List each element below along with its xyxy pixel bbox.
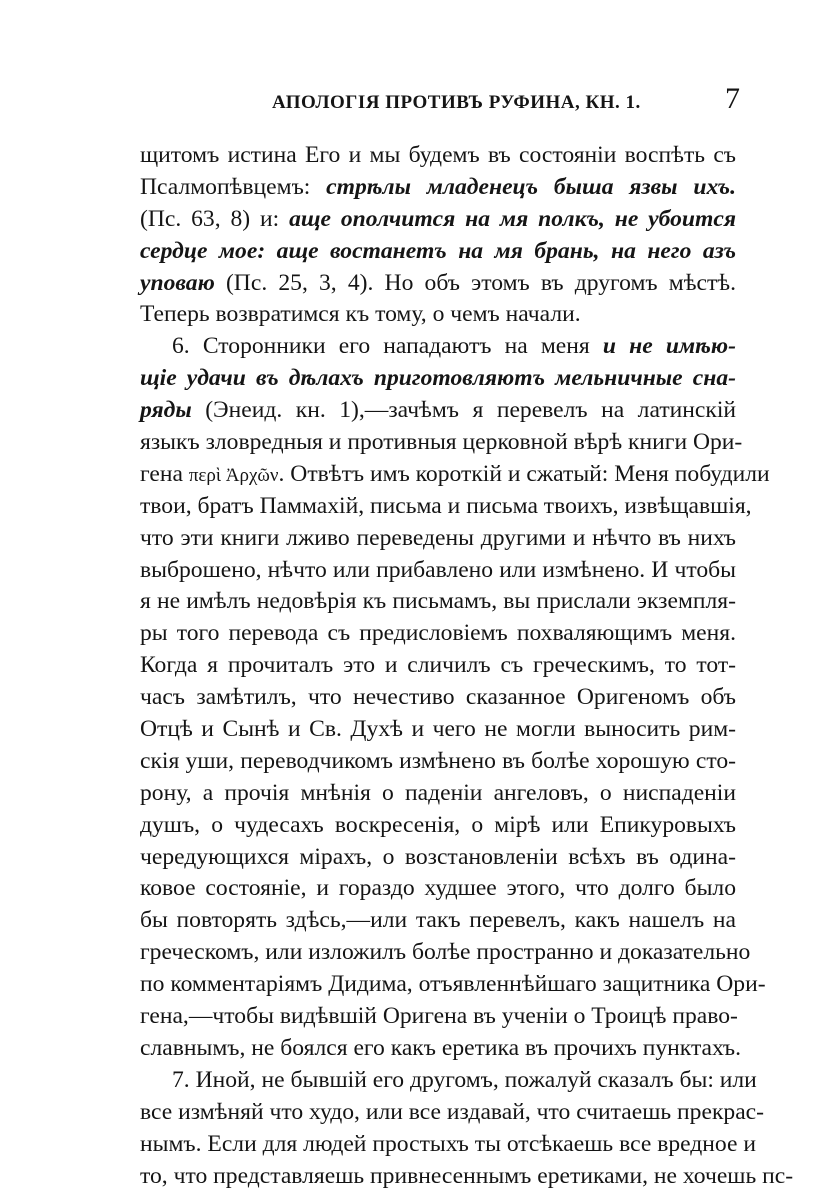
text-line — [140, 714, 736, 746]
text-segment: языкъ зловредныя и противныя церковной вѣрѣ книги Ори- — [140, 429, 742, 455]
text-line — [140, 299, 736, 331]
text-line — [140, 1001, 736, 1033]
text-line — [140, 363, 736, 395]
text-segment: Отцѣ и Сынѣ и Св. Духѣ и чего не могли выносить рим- — [140, 716, 736, 742]
text-segment: ковое состояніе, и гораздо худшее этого, что долго было — [140, 875, 736, 901]
text-segment: славнымъ, не боялся его какъ еретика въ прочихъ пунктахъ. — [140, 1035, 741, 1061]
text-segment: 7. Иной, не бывшій его другомъ, пожалуй сказалъ бы: или — [172, 1067, 757, 1093]
text-line — [140, 1161, 736, 1192]
text-segment: нымъ. Если для людей простыхъ ты отсѣкаешь все вредное и — [140, 1131, 756, 1157]
text-line — [140, 682, 736, 714]
text-segment: греческомъ, или изложилъ болѣе пространно и доказательно — [140, 939, 750, 965]
text-line — [140, 842, 736, 874]
italic-quotation: сердце мое: аще востанетъ на мя брань, на него азъ — [140, 238, 736, 264]
italic-quotation: щіе удачи въ дѣлахъ приготовляютъ мельничные сна- — [140, 365, 736, 391]
text-segment: чередующихся мірахъ, о возстановленіи всѣхъ въ одина- — [140, 844, 736, 870]
italic-quotation: и не имѣю- — [603, 333, 736, 359]
text-segment: (Энеид. кн. 1),—зачѣмъ я перевелъ на латинскій — [192, 397, 736, 423]
text-line — [140, 650, 736, 682]
text-line — [140, 268, 736, 300]
text-segment: то, что представляешь привнесеннымъ еретиками, не хочешь пс- — [140, 1163, 793, 1189]
text-segment: что эти книги лживо переведены другими и нѣчто въ нихъ — [140, 525, 736, 551]
body-text — [140, 140, 736, 1192]
page-number: 7 — [725, 84, 740, 114]
greek-title: περὶ Ἀρχῶν — [189, 465, 279, 486]
text-segment: Псалмопѣвцемъ: — [140, 174, 326, 200]
text-segment: ры того перевода съ предисловіемъ похваляющимъ меня. — [140, 620, 736, 646]
text-segment: выброшено, нѣчто или прибавлено или измѣнено. И чтобы — [140, 557, 736, 583]
text-line — [140, 810, 736, 842]
text-line — [140, 1033, 736, 1065]
text-line — [140, 1065, 736, 1097]
running-head — [140, 84, 740, 120]
text-line — [140, 395, 736, 427]
text-segment: гена — [140, 461, 189, 487]
text-line — [140, 204, 736, 236]
text-segment: часъ замѣтилъ, что нечестиво сказанное Оригеномъ объ — [140, 684, 736, 710]
italic-quotation: уповаю — [140, 270, 215, 296]
text-line — [140, 778, 736, 810]
text-line — [140, 140, 736, 172]
text-segment: бы повторять здѣсь,—или такъ перевелъ, какъ нашелъ на — [140, 907, 736, 933]
running-title: АПОЛОГІЯ ПРОТИВЪ РУФИНА, КН. 1. — [272, 92, 641, 114]
text-segment: . Отвѣтъ имъ короткій и сжатый: Меня побудили — [279, 461, 770, 487]
text-segment: твои, братъ Паммахій, письма и письма твоихъ, извѣщавшія, — [140, 493, 752, 519]
text-line — [140, 459, 736, 491]
text-segment: Теперь возвратимся къ тому, о чемъ начали. — [140, 301, 581, 327]
text-segment: все измѣняй что худо, или все издавай, что считаешь прекрас- — [140, 1099, 764, 1125]
text-segment: (Пс. 63, 8) и: — [140, 206, 289, 232]
text-segment: Когда я прочиталъ это и сличилъ съ греческимъ, то тот- — [140, 652, 736, 678]
text-segment: скія уши, переводчикомъ измѣнено въ болѣе хорошую сто- — [140, 748, 736, 774]
text-line — [140, 555, 736, 587]
text-line — [140, 523, 736, 555]
text-line — [140, 172, 736, 204]
text-segment: душъ, о чудесахъ воскресенія, о мірѣ или Епикуровыхъ — [140, 812, 736, 838]
text-line — [140, 586, 736, 618]
text-line — [140, 969, 736, 1001]
text-line — [140, 937, 736, 969]
text-line — [140, 873, 736, 905]
text-line — [140, 427, 736, 459]
text-segment: 6. Сторонники его нападаютъ на меня — [172, 333, 603, 359]
text-line — [140, 746, 736, 778]
text-line — [140, 331, 736, 363]
text-line — [140, 236, 736, 268]
text-line — [140, 905, 736, 937]
text-line — [140, 618, 736, 650]
text-segment: рону, а прочія мнѣнія о паденіи ангеловъ, о ниспаденіи — [140, 780, 736, 806]
text-line — [140, 491, 736, 523]
text-segment: щитомъ истина Его и мы будемъ въ состояніи воспѣть съ — [140, 142, 736, 168]
text-line — [140, 1097, 736, 1129]
text-segment: я не имѣлъ недовѣрія къ письмамъ, вы прислали экземпля- — [140, 588, 736, 614]
italic-quotation: аще ополчится на мя полкъ, не убоится — [289, 206, 736, 232]
italic-quotation: стрѣлы младенецъ быша язвы ихъ. — [326, 174, 736, 200]
text-line — [140, 1129, 736, 1161]
text-segment: гена,—чтобы видѣвшій Оригена въ ученіи о Троицѣ право- — [140, 1003, 738, 1029]
text-segment: (Пс. 25, 3, 4). Но объ этомъ въ другомъ мѣстѣ. — [215, 270, 736, 296]
text-segment: по комментаріямъ Дидима, отъявленнѣйшаго защитника Ори- — [140, 971, 766, 997]
italic-quotation: ряды — [140, 397, 192, 423]
